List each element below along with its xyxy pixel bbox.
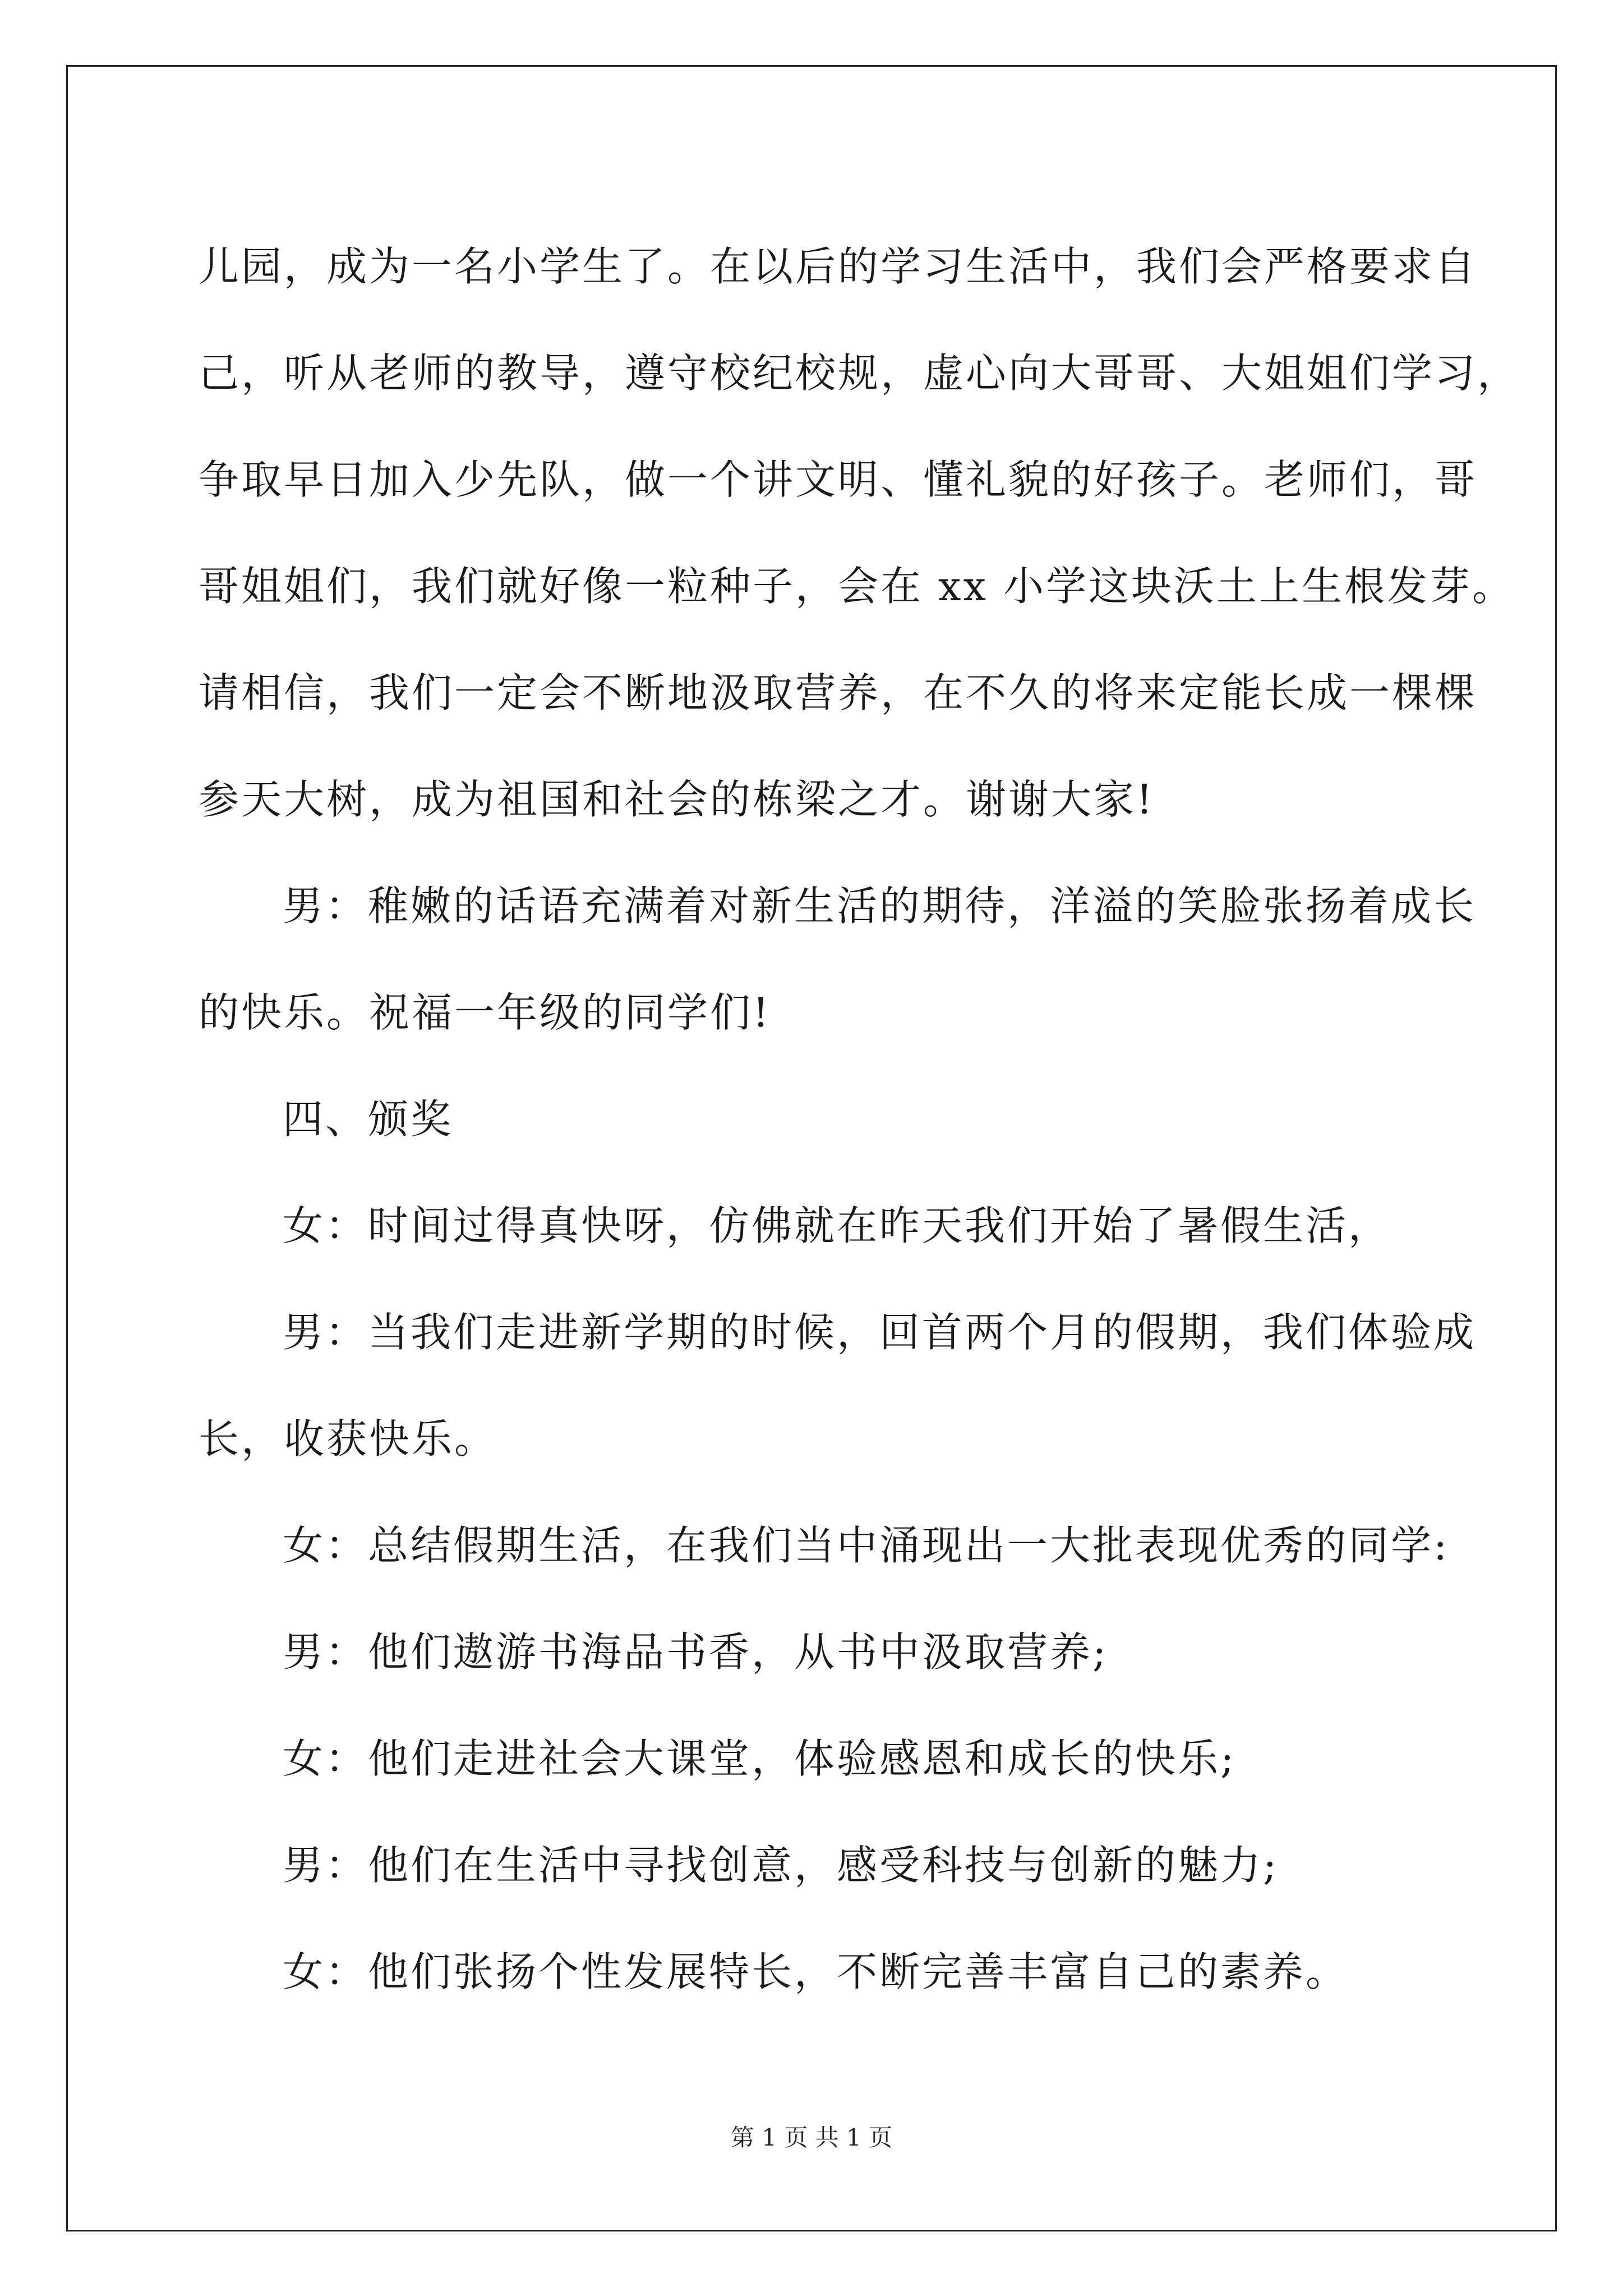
- page-footer: 第 1 页 共 1 页: [730, 2124, 893, 2151]
- text-line: 男：当我们走进新学期的时候，回首两个月的假期，我们体验成: [283, 1309, 1477, 1356]
- text-line: 的快乐。祝福一年级的同学们!: [199, 989, 771, 1036]
- text-line: 己，听从老师的教导，遵守校纪校规，虚心向大哥哥、大姐姐们学习，: [199, 349, 1520, 397]
- document-body: [199, 213, 1520, 2025]
- text-line: 争取早日加入少先队，做一个讲文明、懂礼貌的好孩子。老师们，哥: [199, 456, 1478, 503]
- text-line: 儿园，成为一名小学生了。在以后的学习生活中，我们会严格要求自: [199, 243, 1478, 290]
- text-line: 男：稚嫩的话语充满着对新生活的期待，洋溢的笑脸张扬着成长: [283, 882, 1477, 930]
- text-line: 参天大树，成为祖国和社会的栋梁之才。谢谢大家!: [199, 776, 1155, 823]
- text-line: 男：他们遨游书海品书香，从书中汲取营养;: [283, 1628, 1109, 1676]
- text-line: 哥姐姐们，我们就好像一粒种子，会在 xx 小学这块沃土上生根发芽。: [199, 563, 1515, 610]
- text-line: 女：时间过得真快呀，仿佛就在昨天我们开始了暑假生活，: [283, 1202, 1391, 1249]
- text-line: 女：总结假期生活，在我们当中涌现出一大批表现优秀的同学:: [283, 1522, 1450, 1569]
- text-line: 长，收获快乐。: [199, 1415, 497, 1462]
- section-heading: 四、颁奖: [283, 1096, 454, 1143]
- text-line: 女：他们走进社会大课堂，体验感恩和成长的快乐;: [283, 1735, 1237, 1782]
- text-line: 女：他们张扬个性发展特长，不断完善丰富自己的素养。: [283, 1948, 1349, 1995]
- text-line: 男：他们在生活中寻找创意，感受科技与创新的魅力;: [283, 1842, 1279, 1889]
- text-line: 请相信，我们一定会不断地汲取营养，在不久的将来定能长成一棵棵: [199, 669, 1478, 716]
